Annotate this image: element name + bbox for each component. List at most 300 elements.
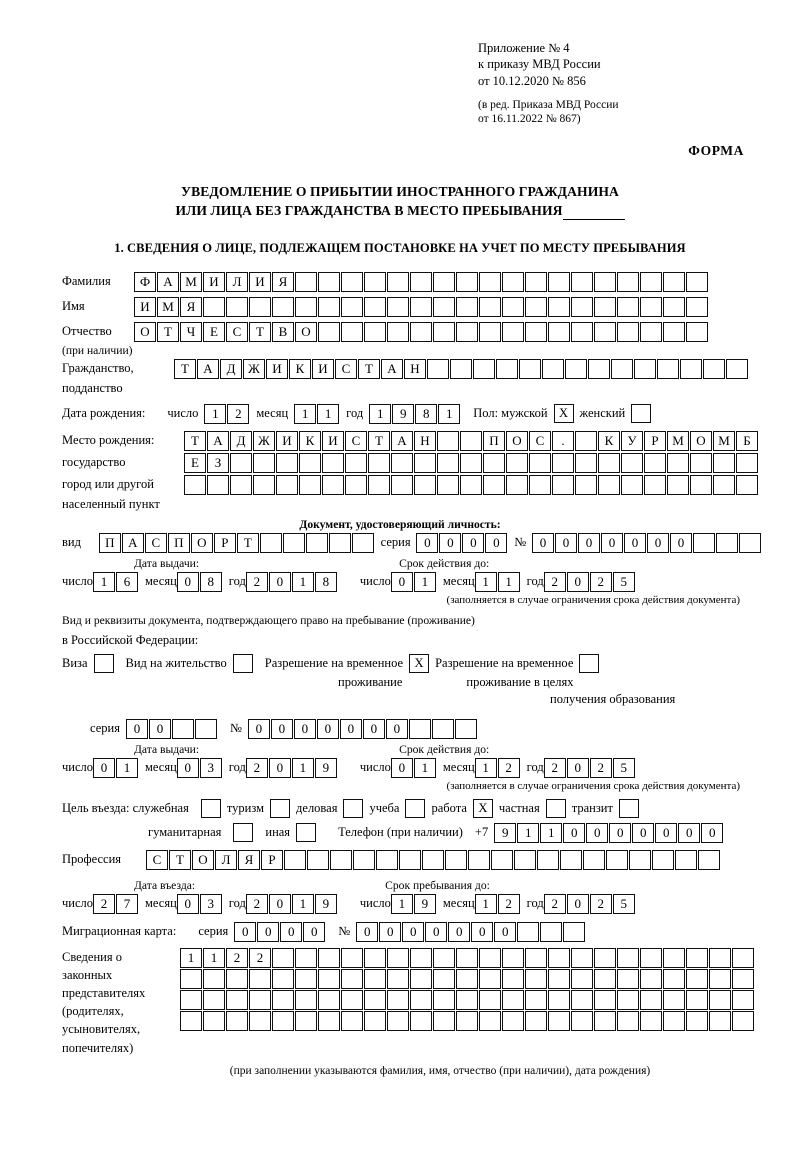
patronymic-cell-6[interactable]: Т [249,322,271,342]
legal-1-cell-3[interactable]: 2 [226,948,248,968]
legal-1-cell-10[interactable] [387,948,409,968]
permit-valid-year-cell-4[interactable]: 5 [613,758,635,778]
surname-cell-23[interactable] [640,272,662,292]
legal-3-cell-20[interactable] [617,990,639,1010]
permit-issue-month-cell-2[interactable]: 3 [200,758,222,778]
surname-cell-11[interactable] [364,272,386,292]
patronymic-cell-11[interactable] [364,322,386,342]
legal-2-cell-15[interactable] [502,969,524,989]
legal-2-cell-13[interactable] [456,969,478,989]
legal-3-cell-8[interactable] [341,990,363,1010]
profession-cell-6[interactable]: Р [261,850,283,870]
sex-female-checkbox[interactable] [631,404,651,423]
birthplace-3-cell-8[interactable] [345,475,367,495]
surname-cell-15[interactable] [456,272,478,292]
permit-series-input[interactable] [126,719,218,739]
phone-cell-7[interactable]: 0 [632,823,654,843]
permit-issue-day-input[interactable] [93,758,139,778]
birth-year-cell-2[interactable]: 9 [392,404,414,424]
residence-permit-checkbox[interactable] [233,654,253,673]
profession-cell-5[interactable]: Я [238,850,260,870]
profession-cell-7[interactable] [284,850,306,870]
doc-valid-day-cell-2[interactable]: 1 [414,572,436,592]
birthplace-3-cell-13[interactable] [460,475,482,495]
stay-month-cell-1[interactable]: 1 [475,894,497,914]
name-cell-17[interactable] [502,297,524,317]
permit-issue-day-cell-1[interactable]: 0 [93,758,115,778]
phone-cell-8[interactable]: 0 [655,823,677,843]
phone-cell-4[interactable]: 0 [563,823,585,843]
profession-cell-4[interactable]: Л [215,850,237,870]
phone-cell-9[interactable]: 0 [678,823,700,843]
profession-cell-18[interactable] [537,850,559,870]
birthplace-1-cell-15[interactable]: О [506,431,528,451]
profession-cell-25[interactable] [698,850,720,870]
name-cell-1[interactable]: И [134,297,156,317]
legal-3-cell-23[interactable] [686,990,708,1010]
permit-valid-year-input[interactable] [544,758,636,778]
doc-valid-month-cell-2[interactable]: 1 [498,572,520,592]
profession-cell-16[interactable] [491,850,513,870]
birthplace-1-cell-16[interactable]: С [529,431,551,451]
phone-cell-3[interactable]: 1 [540,823,562,843]
permit-valid-year-cell-3[interactable]: 2 [590,758,612,778]
purpose-business-checkbox[interactable] [343,799,363,818]
name-cell-15[interactable] [456,297,478,317]
legal-1-cell-4[interactable]: 2 [249,948,271,968]
legal-rep-line-4-input[interactable] [180,1011,755,1031]
stay-year-cell-2[interactable]: 0 [567,894,589,914]
permit-number-cell-7[interactable]: 0 [386,719,408,739]
stay-month-cell-2[interactable]: 2 [498,894,520,914]
birthplace-2-cell-19[interactable] [598,453,620,473]
birthplace-2-cell-23[interactable] [690,453,712,473]
doc-type-cell-9[interactable] [283,533,305,553]
patronymic-input[interactable] [134,322,709,342]
legal-4-cell-17[interactable] [548,1011,570,1031]
stay-day-cell-2[interactable]: 9 [414,894,436,914]
name-cell-12[interactable] [387,297,409,317]
profession-cell-17[interactable] [514,850,536,870]
profession-cell-11[interactable] [376,850,398,870]
legal-4-cell-9[interactable] [364,1011,386,1031]
legal-4-cell-2[interactable] [203,1011,225,1031]
permit-series-cell-2[interactable]: 0 [149,719,171,739]
entry-day-cell-1[interactable]: 2 [93,894,115,914]
legal-2-cell-14[interactable] [479,969,501,989]
birthplace-1-cell-10[interactable]: А [391,431,413,451]
legal-2-cell-3[interactable] [226,969,248,989]
legal-3-cell-10[interactable] [387,990,409,1010]
name-cell-4[interactable] [203,297,225,317]
profession-cell-19[interactable] [560,850,582,870]
legal-1-cell-24[interactable] [709,948,731,968]
permit-issue-year-cell-4[interactable]: 9 [315,758,337,778]
birthplace-2-cell-7[interactable] [322,453,344,473]
legal-4-cell-10[interactable] [387,1011,409,1031]
name-cell-19[interactable] [548,297,570,317]
doc-type-cell-3[interactable]: С [145,533,167,553]
legal-3-cell-15[interactable] [502,990,524,1010]
phone-cell-6[interactable]: 0 [609,823,631,843]
permit-issue-year-cell-2[interactable]: 0 [269,758,291,778]
doc-series-cell-4[interactable]: 0 [485,533,507,553]
entry-year-cell-1[interactable]: 2 [246,894,268,914]
legal-4-cell-21[interactable] [640,1011,662,1031]
doc-series-cell-3[interactable]: 0 [462,533,484,553]
name-cell-10[interactable] [341,297,363,317]
legal-rep-line-3-input[interactable] [180,990,755,1010]
permit-issue-year-cell-3[interactable]: 1 [292,758,314,778]
legal-3-cell-16[interactable] [525,990,547,1010]
legal-1-cell-9[interactable] [364,948,386,968]
legal-1-cell-13[interactable] [456,948,478,968]
permit-valid-day-cell-1[interactable]: 0 [391,758,413,778]
doc-issue-year-cell-2[interactable]: 0 [269,572,291,592]
legal-3-cell-19[interactable] [594,990,616,1010]
citizenship-cell-8[interactable]: С [335,359,357,379]
name-cell-16[interactable] [479,297,501,317]
patronymic-cell-24[interactable] [663,322,685,342]
birthplace-3-cell-6[interactable] [299,475,321,495]
surname-cell-18[interactable] [525,272,547,292]
doc-number-cell-9[interactable] [716,533,738,553]
doc-number-cell-5[interactable]: 0 [624,533,646,553]
birthplace-1-cell-23[interactable]: О [690,431,712,451]
entry-year-cell-4[interactable]: 9 [315,894,337,914]
permit-issue-month-cell-1[interactable]: 0 [177,758,199,778]
birthplace-2-cell-8[interactable] [345,453,367,473]
legal-4-cell-6[interactable] [295,1011,317,1031]
citizenship-cell-2[interactable]: А [197,359,219,379]
doc-number-cell-7[interactable]: 0 [670,533,692,553]
name-cell-18[interactable] [525,297,547,317]
migration-series-cell-4[interactable]: 0 [303,922,325,942]
legal-1-cell-21[interactable] [640,948,662,968]
legal-4-cell-16[interactable] [525,1011,547,1031]
birthplace-1-cell-17[interactable]: . [552,431,574,451]
birthplace-line-3-input[interactable] [184,475,759,495]
birthplace-2-cell-17[interactable] [552,453,574,473]
birthplace-2-cell-3[interactable] [230,453,252,473]
surname-cell-10[interactable] [341,272,363,292]
legal-3-cell-25[interactable] [732,990,754,1010]
permit-series-cell-4[interactable] [195,719,217,739]
birthplace-1-cell-5[interactable]: И [276,431,298,451]
stay-day-input[interactable] [391,894,437,914]
doc-type-cell-4[interactable]: П [168,533,190,553]
migration-series-cell-1[interactable]: 0 [234,922,256,942]
legal-1-cell-7[interactable] [318,948,340,968]
legal-1-cell-17[interactable] [548,948,570,968]
name-cell-7[interactable] [272,297,294,317]
permit-number-cell-1[interactable]: 0 [248,719,270,739]
patronymic-cell-5[interactable]: С [226,322,248,342]
profession-cell-24[interactable] [675,850,697,870]
citizenship-cell-10[interactable]: А [381,359,403,379]
doc-valid-year-cell-1[interactable]: 2 [544,572,566,592]
birth-month-cell-2[interactable]: 1 [317,404,339,424]
birthplace-2-cell-12[interactable] [437,453,459,473]
patronymic-cell-16[interactable] [479,322,501,342]
legal-4-cell-23[interactable] [686,1011,708,1031]
birthplace-1-cell-8[interactable]: С [345,431,367,451]
legal-3-cell-7[interactable] [318,990,340,1010]
birthplace-3-cell-23[interactable] [690,475,712,495]
surname-cell-17[interactable] [502,272,524,292]
patronymic-cell-22[interactable] [617,322,639,342]
birthplace-3-cell-4[interactable] [253,475,275,495]
legal-1-cell-14[interactable] [479,948,501,968]
legal-2-cell-22[interactable] [663,969,685,989]
citizenship-cell-24[interactable] [703,359,725,379]
doc-valid-day-input[interactable] [391,572,437,592]
migration-series-input[interactable] [234,922,326,942]
birthplace-1-cell-19[interactable]: К [598,431,620,451]
permit-valid-year-cell-1[interactable]: 2 [544,758,566,778]
profession-input[interactable] [146,850,721,870]
legal-1-cell-11[interactable] [410,948,432,968]
citizenship-cell-21[interactable] [634,359,656,379]
citizenship-cell-1[interactable]: Т [174,359,196,379]
birth-year-input[interactable] [369,404,461,424]
permit-number-cell-9[interactable] [432,719,454,739]
legal-rep-line-2-input[interactable] [180,969,755,989]
birthplace-3-cell-3[interactable] [230,475,252,495]
citizenship-cell-11[interactable]: Н [404,359,426,379]
birthplace-3-cell-7[interactable] [322,475,344,495]
citizenship-cell-15[interactable] [496,359,518,379]
permit-number-cell-5[interactable]: 0 [340,719,362,739]
birthplace-2-cell-24[interactable] [713,453,735,473]
birthplace-1-cell-18[interactable] [575,431,597,451]
legal-1-cell-25[interactable] [732,948,754,968]
doc-issue-month-cell-1[interactable]: 0 [177,572,199,592]
legal-2-cell-12[interactable] [433,969,455,989]
legal-2-cell-23[interactable] [686,969,708,989]
purpose-transit-checkbox[interactable] [619,799,639,818]
legal-4-cell-24[interactable] [709,1011,731,1031]
stay-month-input[interactable] [475,894,521,914]
migration-number-cell-8[interactable] [517,922,539,942]
permit-valid-month-cell-1[interactable]: 1 [475,758,497,778]
legal-2-cell-11[interactable] [410,969,432,989]
legal-2-cell-17[interactable] [548,969,570,989]
migration-number-cell-3[interactable]: 0 [402,922,424,942]
birthplace-1-cell-22[interactable]: М [667,431,689,451]
permit-valid-day-cell-2[interactable]: 1 [414,758,436,778]
legal-2-cell-24[interactable] [709,969,731,989]
legal-2-cell-4[interactable] [249,969,271,989]
surname-cell-3[interactable]: М [180,272,202,292]
surname-cell-16[interactable] [479,272,501,292]
profession-cell-22[interactable] [629,850,651,870]
doc-number-cell-3[interactable]: 0 [578,533,600,553]
citizenship-cell-9[interactable]: Т [358,359,380,379]
migration-number-cell-10[interactable] [563,922,585,942]
citizenship-cell-12[interactable] [427,359,449,379]
surname-cell-24[interactable] [663,272,685,292]
birthplace-3-cell-22[interactable] [667,475,689,495]
legal-2-cell-9[interactable] [364,969,386,989]
birthplace-2-cell-4[interactable] [253,453,275,473]
doc-issue-month-cell-2[interactable]: 8 [200,572,222,592]
citizenship-cell-25[interactable] [726,359,748,379]
name-cell-13[interactable] [410,297,432,317]
doc-issue-year-cell-4[interactable]: 8 [315,572,337,592]
birth-day-cell-2[interactable]: 2 [227,404,249,424]
birth-month-input[interactable] [294,404,340,424]
birthplace-1-cell-25[interactable]: Б [736,431,758,451]
citizenship-cell-18[interactable] [565,359,587,379]
doc-issue-day-cell-1[interactable]: 1 [93,572,115,592]
phone-cell-1[interactable]: 9 [494,823,516,843]
citizenship-cell-17[interactable] [542,359,564,379]
birth-day-cell-1[interactable]: 1 [204,404,226,424]
birth-year-cell-3[interactable]: 8 [415,404,437,424]
legal-3-cell-22[interactable] [663,990,685,1010]
entry-day-cell-2[interactable]: 7 [116,894,138,914]
legal-4-cell-22[interactable] [663,1011,685,1031]
surname-cell-1[interactable]: Ф [134,272,156,292]
birth-year-cell-4[interactable]: 1 [438,404,460,424]
purpose-humanitarian-checkbox[interactable] [233,823,253,842]
doc-valid-day-cell-1[interactable]: 0 [391,572,413,592]
phone-cell-2[interactable]: 1 [517,823,539,843]
doc-number-cell-6[interactable]: 0 [647,533,669,553]
legal-3-cell-17[interactable] [548,990,570,1010]
birthplace-2-cell-21[interactable] [644,453,666,473]
birthplace-2-cell-11[interactable] [414,453,436,473]
patronymic-cell-10[interactable] [341,322,363,342]
migration-number-cell-2[interactable]: 0 [379,922,401,942]
birthplace-3-cell-18[interactable] [575,475,597,495]
birthplace-1-cell-24[interactable]: М [713,431,735,451]
name-input[interactable] [134,297,709,317]
birthplace-1-cell-6[interactable]: К [299,431,321,451]
name-cell-21[interactable] [594,297,616,317]
doc-series-cell-1[interactable]: 0 [416,533,438,553]
profession-cell-20[interactable] [583,850,605,870]
surname-cell-2[interactable]: А [157,272,179,292]
doc-series-cell-2[interactable]: 0 [439,533,461,553]
profession-cell-23[interactable] [652,850,674,870]
doc-type-cell-10[interactable] [306,533,328,553]
legal-2-cell-18[interactable] [571,969,593,989]
legal-3-cell-2[interactable] [203,990,225,1010]
legal-2-cell-1[interactable] [180,969,202,989]
birthplace-1-cell-13[interactable] [460,431,482,451]
surname-cell-5[interactable]: Л [226,272,248,292]
patronymic-cell-13[interactable] [410,322,432,342]
legal-3-cell-9[interactable] [364,990,386,1010]
legal-4-cell-5[interactable] [272,1011,294,1031]
birthplace-1-cell-4[interactable]: Ж [253,431,275,451]
legal-1-cell-6[interactable] [295,948,317,968]
birthplace-3-cell-25[interactable] [736,475,758,495]
name-cell-20[interactable] [571,297,593,317]
profession-cell-3[interactable]: О [192,850,214,870]
citizenship-cell-6[interactable]: К [289,359,311,379]
birthplace-2-cell-6[interactable] [299,453,321,473]
migration-series-cell-2[interactable]: 0 [257,922,279,942]
permit-valid-month-input[interactable] [475,758,521,778]
birthplace-1-cell-21[interactable]: Р [644,431,666,451]
profession-cell-13[interactable] [422,850,444,870]
profession-cell-8[interactable] [307,850,329,870]
surname-cell-7[interactable]: Я [272,272,294,292]
birthplace-2-cell-16[interactable] [529,453,551,473]
patronymic-cell-9[interactable] [318,322,340,342]
birthplace-3-cell-17[interactable] [552,475,574,495]
citizenship-cell-22[interactable] [657,359,679,379]
citizenship-input[interactable] [174,359,749,379]
permit-number-cell-3[interactable]: 0 [294,719,316,739]
birthplace-3-cell-5[interactable] [276,475,298,495]
purpose-study-checkbox[interactable] [405,799,425,818]
legal-2-cell-19[interactable] [594,969,616,989]
surname-cell-25[interactable] [686,272,708,292]
legal-3-cell-21[interactable] [640,990,662,1010]
permit-issue-year-cell-1[interactable]: 2 [246,758,268,778]
birthplace-2-cell-2[interactable]: З [207,453,229,473]
legal-2-cell-6[interactable] [295,969,317,989]
legal-3-cell-3[interactable] [226,990,248,1010]
legal-4-cell-15[interactable] [502,1011,524,1031]
permit-number-cell-4[interactable]: 0 [317,719,339,739]
name-cell-23[interactable] [640,297,662,317]
birthplace-3-cell-2[interactable] [207,475,229,495]
phone-input[interactable] [494,823,724,843]
birthplace-3-cell-21[interactable] [644,475,666,495]
migration-number-cell-6[interactable]: 0 [471,922,493,942]
permit-number-cell-8[interactable] [409,719,431,739]
entry-month-input[interactable] [177,894,223,914]
birthplace-3-cell-14[interactable] [483,475,505,495]
birthplace-3-cell-11[interactable] [414,475,436,495]
permit-issue-day-cell-2[interactable]: 1 [116,758,138,778]
birth-day-input[interactable] [204,404,250,424]
birthplace-2-cell-9[interactable] [368,453,390,473]
legal-2-cell-8[interactable] [341,969,363,989]
stay-year-cell-1[interactable]: 2 [544,894,566,914]
permit-number-input[interactable] [248,719,478,739]
name-cell-2[interactable]: М [157,297,179,317]
legal-4-cell-4[interactable] [249,1011,271,1031]
legal-4-cell-3[interactable] [226,1011,248,1031]
legal-3-cell-12[interactable] [433,990,455,1010]
legal-3-cell-1[interactable] [180,990,202,1010]
surname-cell-9[interactable] [318,272,340,292]
surname-cell-22[interactable] [617,272,639,292]
doc-valid-year-cell-4[interactable]: 5 [613,572,635,592]
entry-month-cell-1[interactable]: 0 [177,894,199,914]
purpose-tourism-checkbox[interactable] [270,799,290,818]
surname-cell-20[interactable] [571,272,593,292]
birthplace-2-cell-15[interactable] [506,453,528,473]
surname-input[interactable] [134,272,709,292]
sex-male-checkbox[interactable]: Х [554,404,574,423]
doc-valid-year-cell-3[interactable]: 2 [590,572,612,592]
birthplace-3-cell-15[interactable] [506,475,528,495]
entry-day-input[interactable] [93,894,139,914]
purpose-private-checkbox[interactable] [546,799,566,818]
migration-number-cell-1[interactable]: 0 [356,922,378,942]
doc-issue-year-cell-3[interactable]: 1 [292,572,314,592]
birthplace-3-cell-24[interactable] [713,475,735,495]
permit-issue-month-input[interactable] [177,758,223,778]
entry-year-cell-2[interactable]: 0 [269,894,291,914]
